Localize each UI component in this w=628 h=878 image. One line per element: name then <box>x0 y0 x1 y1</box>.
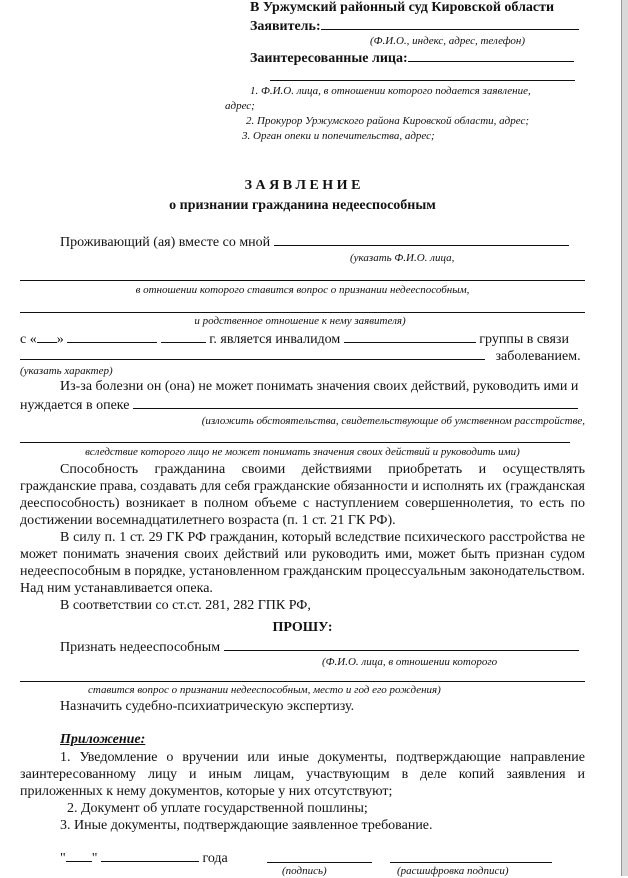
hint-circumstances: (изложить обстоятельства, свидетельствующие об умственном расстройстве, <box>201 415 585 427</box>
year-field[interactable] <box>161 330 206 343</box>
illness-line-1: Из-за болезни он (она) не может понимать значения своих действий, руководить ими и <box>60 379 579 394</box>
interested-item-3: 3. Орган опеки и попечительства, адрес; <box>242 130 435 142</box>
interested-field[interactable] <box>408 49 574 62</box>
is-disabled-text: г. является инвалидом <box>209 332 341 347</box>
signature-decode-hint: (расшифровка подписи) <box>397 865 509 877</box>
date-line <box>60 849 228 867</box>
year-text: года <box>202 851 228 866</box>
appoint-expertise: Назначить судебно-психиатрическую экспертизу. <box>60 699 355 714</box>
capacity-paragraph: Способность гражданина своими действиями приобретать и осуществлять гражданские права, создавать для себя гражданские обязанности и исполнять их (гражданская дееспособность) возникает в полном объеме с наступлением совершеннолетия, то есть по достижении восемнадцатилетнего возраста (п. 1 ст. 21 ГК РФ). <box>20 462 585 528</box>
living-with-line <box>60 233 569 251</box>
applicant-label <box>250 17 579 35</box>
day-field[interactable] <box>37 330 57 343</box>
interested-item-1: 1. Ф.И.О. лица, в отношении которого подается заявление, <box>250 85 531 97</box>
applicant-field[interactable] <box>321 17 579 30</box>
illness-text: нуждается в опеке <box>20 398 130 413</box>
guardianship-field[interactable] <box>133 396 578 409</box>
signature-decode-field[interactable] <box>390 862 552 863</box>
applicant-hint: (Ф.И.О., индекс, адрес, телефон) <box>370 35 525 47</box>
disability-line <box>20 330 569 348</box>
date-day-field[interactable] <box>66 849 92 862</box>
month-field[interactable] <box>67 330 157 343</box>
request-hint-rest: ставится вопрос о признании недееспособным, место и год его рождения) <box>88 684 441 696</box>
interested-item-2: 2. Прокурор Уржумского района Кировской области, адрес; <box>246 115 529 127</box>
group-text: группы в связи <box>479 332 569 347</box>
attachments-list <box>20 749 585 834</box>
attachment-item-1: 1. Уведомление о вручении или иные документы, подтверждающие направление заинтересованному лицу и иным лицам, участвующим в деле копий заявления и приложенных к нему документов, которые у них отсутствуют; <box>20 750 585 799</box>
interested-field-2[interactable] <box>270 80 575 81</box>
recognize-field[interactable] <box>224 638 579 651</box>
attachment-item-3: 3. Иные документы, подтверждающие заявленное требование. <box>60 818 433 833</box>
living-with-text: Проживающий (ая) вместе со мной <box>60 235 271 250</box>
hint-character: (указать характер) <box>20 365 113 377</box>
illness-line-2 <box>20 396 578 414</box>
page-edge <box>621 0 628 876</box>
accordance: В соответствии со ст.ст. 281, 282 ГПК РФ, <box>60 598 311 613</box>
hint-regarding: в отношении которого ставится вопрос о признании недееспособным, <box>135 284 470 296</box>
recognize-line <box>60 638 579 656</box>
interested-label <box>250 49 574 67</box>
person-name-field[interactable] <box>274 233 569 246</box>
attachments-heading: Приложение: <box>60 732 146 747</box>
recognize-field-2[interactable] <box>20 681 585 682</box>
request-hint-fio: (Ф.И.О. лица, в отношении которого <box>322 656 498 668</box>
recognize-text: Признать недееспособным <box>60 640 221 655</box>
court-name: В Уржумский районный суд Кировской области <box>250 0 555 15</box>
interested-item-1-cont: адрес; <box>225 100 255 112</box>
attachment-item-2: 2. Документ об уплате государственной пошлины; <box>67 801 368 816</box>
law-paragraph: В силу п. 1 ст. 29 ГК РФ гражданин, который вследствие психического расстройства не может понимать значения своих действий или руководить ими, может быть признан судом недееспособным в порядке, установленном гражданским процессуальным законодательством. Над ним устанавливается опека. <box>20 530 585 596</box>
document-title: З А Я В Л Е Н И Е <box>244 178 361 193</box>
disease-field[interactable] <box>20 347 485 360</box>
date-month-field[interactable] <box>101 849 199 862</box>
relation-field[interactable] <box>20 312 585 313</box>
quote-close: " <box>91 851 98 866</box>
document-subtitle: о признании гражданина недееспособным <box>169 198 436 213</box>
hint-fio: (указать Ф.И.О. лица, <box>350 252 455 264</box>
since-mid: » <box>56 332 64 347</box>
interested-label-text: Заинтересованные лица: <box>250 51 408 66</box>
hint-consequence: вследствие которого лицо не может понимать значения своих действий и руководить ими) <box>85 446 520 458</box>
signature-hint: (подпись) <box>282 865 327 877</box>
body-paragraphs <box>20 461 585 614</box>
signature-field[interactable] <box>267 862 372 863</box>
request-heading: ПРОШУ: <box>272 620 333 635</box>
since-prefix: с « <box>20 332 37 347</box>
applicant-label-text: Заявитель: <box>250 19 321 34</box>
hint-relation: и родственное отношение к нему заявителя) <box>194 315 406 327</box>
person-field-2[interactable] <box>20 280 585 281</box>
disease-line <box>20 347 581 365</box>
group-field[interactable] <box>344 330 476 343</box>
disease-text: заболеванием. <box>495 349 581 364</box>
quote-open: " <box>60 851 66 866</box>
circumstances-field[interactable] <box>20 442 570 443</box>
